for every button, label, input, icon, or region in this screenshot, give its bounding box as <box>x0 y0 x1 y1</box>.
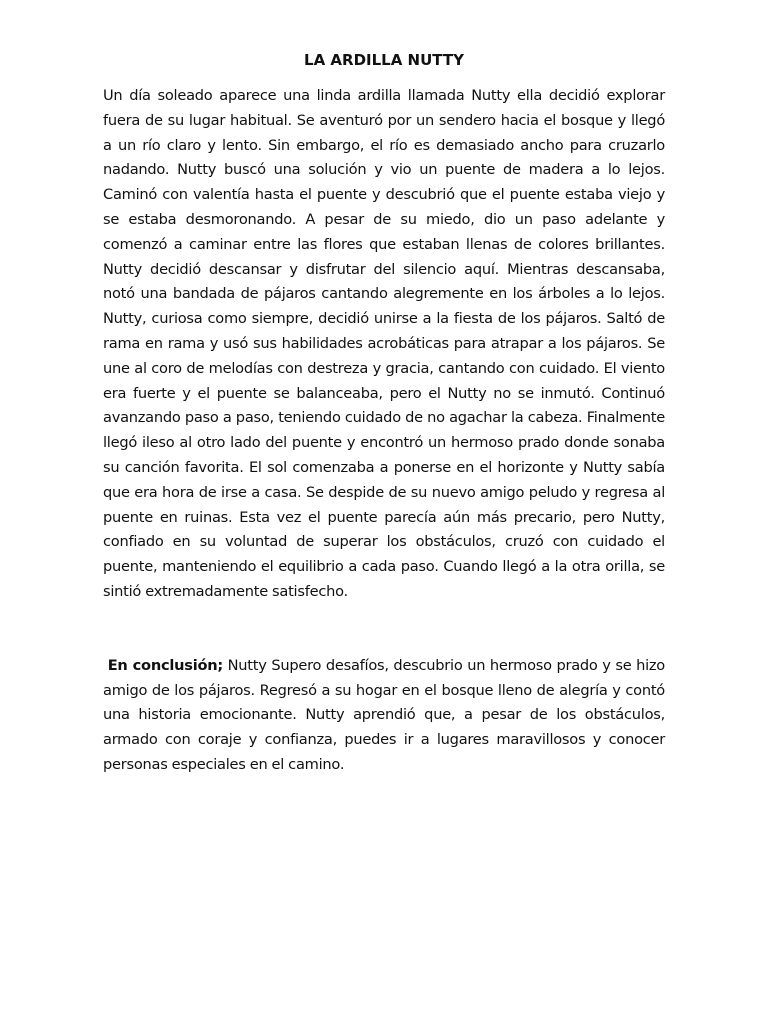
conclusion-paragraph <box>103 654 665 778</box>
document-title: LA ARDILLA NUTTY <box>304 51 464 69</box>
conclusion-text: Nutty Supero desafíos, descubrio un hermoso prado y se hizo amigo de los pájaros. Regresó a su hogar en el bosque lleno de alegría y contó una historia emocionante. Nutty aprendió que, a pesar de los obstáculos, armado con coraje y confianza, puedes ir a lugares maravillosos y conocer personas especiales en el camino. <box>103 656 665 773</box>
conclusion-lead: En conclusión; <box>107 656 223 674</box>
story-paragraph: Un día soleado aparece una linda ardilla llamada Nutty ella decidió explorar fuera de su lugar habitual. Se aventuró por un sendero hacia el bosque y llegó a un río claro y lento. Sin embargo, el río es demasiado ancho para cruzarlo nadando. Nutty buscó una solución y vio un puente de madera a lo lejos. Caminó con valentía hasta el puente y descubrió que el puente estaba viejo y se estaba desmoronando. A pesar de su miedo, dio un paso adelante y comenzó a caminar entre las flores que estaban llenas de colores brillantes. Nutty decidió descansar y disfrutar del silencio aquí. Mientras descansaba, notó una bandada de pájaros cantando alegremente en los árboles a lo lejos. Nutty, curiosa como siempre, decidió unirse a la fiesta de los pájaros. Saltó de rama en rama y usó sus habilidades acrobáticas para atrapar a los pájaros. Se une al coro de melodías con destreza y gracia, cantando con cuidado. El viento era fuerte y el puente se balanceaba, pero el Nutty no se inmutó. Continuó avanzando paso a paso, teniendo cuidado de no agachar la cabeza. Finalmente llegó ileso al otro lado del puente y encontró un hermoso prado donde sonaba su canción favorita. El sol comenzaba a ponerse en el horizonte y Nutty sabía que era hora de irse a casa. Se despide de su nuevo amigo peludo y regresa al puente en ruinas. Esta vez el puente parecía aún más precario, pero Nutty, confiado en su voluntad de superar los obstáculos, cruzó con cuidado el puente, manteniendo el equilibrio a cada paso. Cuando llegó a la otra orilla, se sintió extremadamente satisfecho. <box>103 87 665 600</box>
document-page <box>103 48 665 792</box>
